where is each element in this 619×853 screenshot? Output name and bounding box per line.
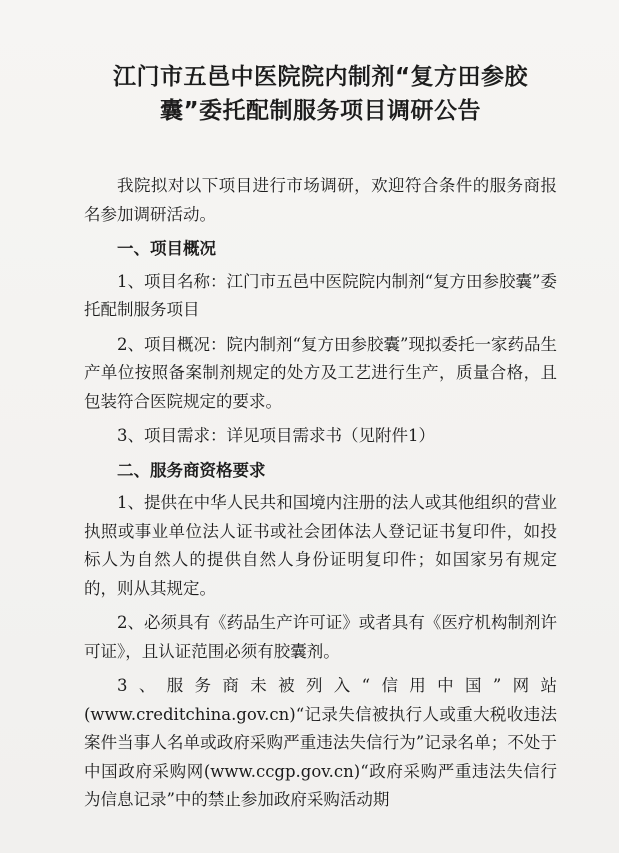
section-1-item-3: 3、项目需求：详见项目需求书（见附件1） <box>117 426 435 445</box>
section-1-heading: 一、项目概况 <box>117 239 216 258</box>
intro-paragraph: 我院拟对以下项目进行市场调研，欢迎符合条件的服务商报名参加调研活动。 <box>84 176 557 224</box>
section-2-item-1: 1、提供在中华人民共和国境内注册的法人或其他组织的营业执照或事业单位法人证书或社会团体法人登记证书复印件，如投标人为自然人的提供自然人身份证明复印件；如国家另有规定的，则从其规定。 <box>84 493 557 598</box>
title-line-2: 囊”委托配制服务项目调研公告 <box>159 98 482 124</box>
title-line-1: 江门市五邑中医院院内制剂“复方田参胶 <box>112 64 529 90</box>
page-title <box>84 60 557 128</box>
section-2-item-3: 3、服务商未被列入“信用中国”网站(www.creditchina.gov.cn)“记录失信被执行人或重大税收违法案件当事人名单或政府采购严重违法失信行为”记录名单；不处于中国政府采购网(www.ccgp.gov.cn)“政府采购严重违法失信行为信息记录”中的禁止参加政府采购活动期 <box>84 676 557 809</box>
section-1-item-2: 2、项目概况：院内制剂“复方田参胶囊”现拟委托一家药品生产单位按照备案制剂规定的处方及工艺进行生产，质量合格，且包装符合医院规定的要求。 <box>84 334 557 411</box>
section-2-item-2: 2、必须具有《药品生产许可证》或者具有《医疗机构制剂许可证》，且认证范围必须有胶囊剂。 <box>84 613 557 661</box>
section-1-item-1: 1、项目名称：江门市五邑中医院院内制剂“复方田参胶囊”委托配制服务项目 <box>84 271 557 319</box>
section-2-heading: 二、服务商资格要求 <box>117 460 266 480</box>
